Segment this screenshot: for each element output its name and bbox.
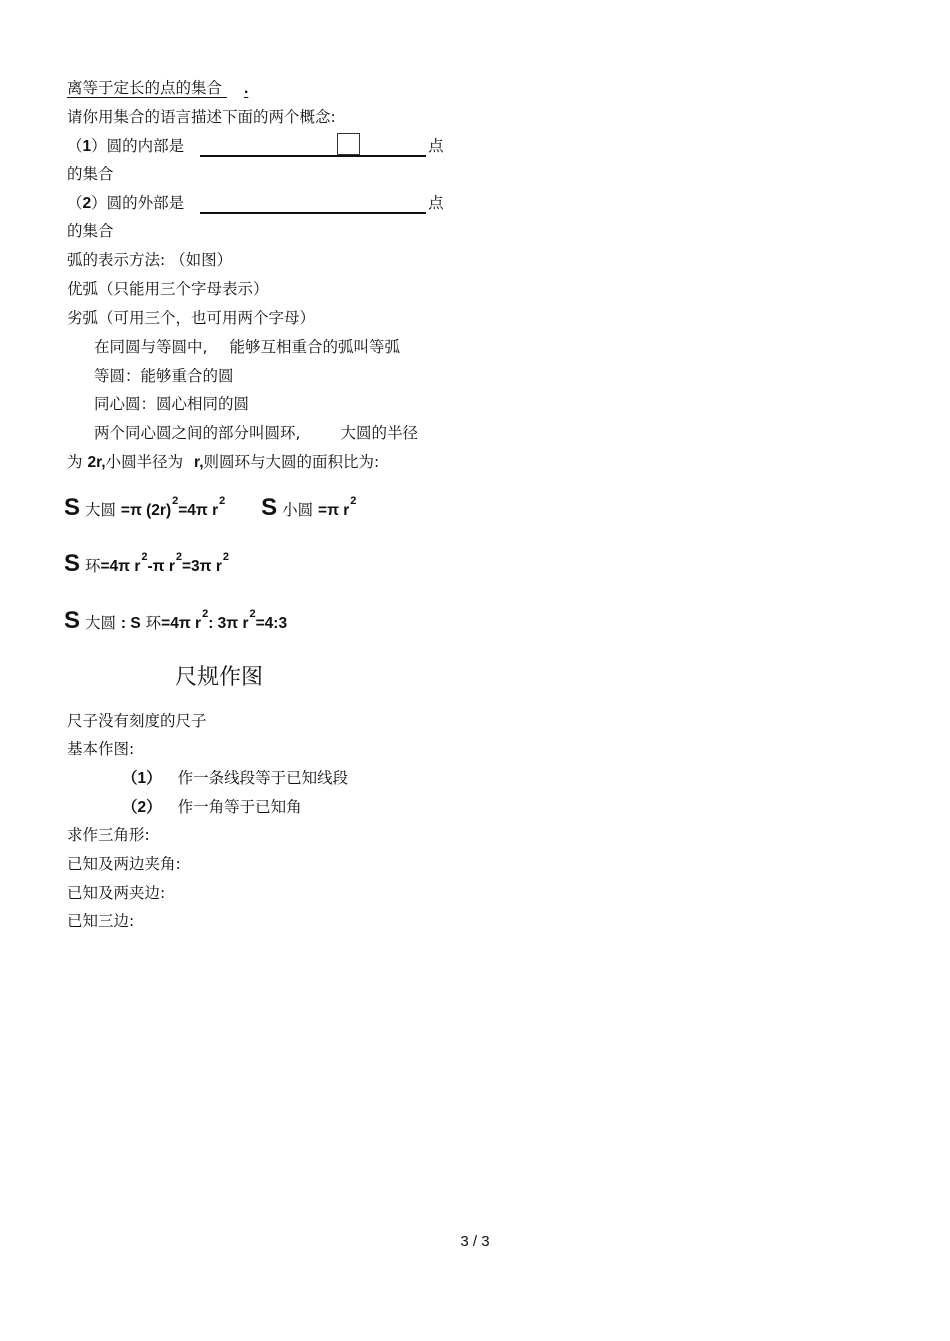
basic-construction-label: 基本作图:	[67, 740, 135, 758]
item-number: （2）	[122, 799, 162, 816]
arc-notation-line: 弧的表示方法: （如图）	[67, 251, 233, 269]
ruler-definition: 尺子没有刻度的尺子	[67, 712, 207, 730]
formula-area-ring	[64, 550, 229, 578]
construct-triangle-label: 求作三角形:	[67, 826, 150, 844]
checkbox-icon[interactable]	[337, 133, 360, 155]
item-text: 作一角等于已知角	[177, 798, 302, 816]
inner-region-label: ）圆的内部是	[91, 137, 185, 155]
outer-region-label: ）圆的外部是	[91, 194, 185, 212]
sss-line: 已知三边:	[67, 912, 135, 930]
item-number: （1）	[122, 770, 162, 787]
radius-text-c: 小圆半径为	[105, 453, 184, 471]
underline-gap	[222, 78, 244, 98]
expr-ring-1: =4π r	[100, 558, 141, 575]
period: .	[244, 80, 249, 97]
paren-open: （	[67, 137, 83, 155]
inner-region-question	[67, 136, 444, 157]
construction-item-2	[122, 797, 302, 818]
answer-blank-inner[interactable]	[200, 137, 426, 157]
set-suffix-line: 的集合	[67, 165, 114, 183]
item-number: 2	[82, 195, 92, 212]
expr-ring-2: -π r	[147, 558, 175, 575]
construction-item-1	[122, 768, 348, 789]
symbol-s: S	[64, 494, 81, 521]
item-number: 1	[82, 138, 92, 155]
expr-ratio-3: : 3π r	[208, 615, 249, 632]
annulus-line	[94, 423, 418, 443]
radius-r: r,	[194, 454, 204, 471]
equal-circle-line: 等圆：能够重合的圆	[94, 367, 234, 385]
expr-ring-3: =3π r	[181, 558, 222, 575]
line-set-definition	[67, 78, 248, 99]
sas-line: 已知及两边夹角:	[67, 855, 181, 873]
expr-big-2: =4π r	[178, 502, 219, 519]
symbol-s: S	[64, 550, 81, 577]
expr-small: =π r	[318, 502, 350, 519]
item-text: 作一条线段等于已知线段	[177, 769, 349, 787]
point-suffix: 点	[428, 194, 444, 212]
answer-blank-outer[interactable]	[200, 194, 426, 214]
formula-area-ratio	[64, 607, 287, 635]
expr-ratio-4: =4:3	[255, 615, 288, 632]
label-ring: 环	[84, 557, 101, 575]
label-big-circle: 大圆	[84, 501, 116, 519]
annulus-part1: 两个同心圆之间的部分叫圆环,	[94, 424, 301, 442]
instruction-line: 请你用集合的语言描述下面的两个概念:	[67, 108, 336, 126]
symbol-s: S	[261, 494, 278, 521]
equal-arc-line	[94, 337, 400, 357]
point-suffix: 点	[428, 137, 444, 155]
minor-arc-line: 劣弧（可用三个，也可用两个字母）	[67, 309, 316, 327]
symbol-s: S	[64, 607, 81, 634]
equal-arc-part2: 能够互相重合的弧叫等弧	[229, 338, 400, 356]
asa-line: 已知及两夹边:	[67, 884, 166, 902]
label-ring: 环	[145, 614, 162, 632]
radius-line	[67, 452, 379, 473]
concentric-circle-line: 同心圆：圆心相同的圆	[94, 395, 250, 413]
page-number: 3 / 3	[460, 1233, 490, 1250]
radius-text-a: 为	[67, 453, 83, 471]
exponent: 2	[141, 551, 148, 563]
outer-region-question	[67, 193, 444, 214]
radius-2r: 2r,	[87, 454, 106, 471]
paren-open: （	[67, 194, 83, 212]
formula-area-big-small	[64, 494, 356, 522]
major-arc-line: 优弧（只能用三个字母表示）	[67, 280, 269, 298]
exponent: 2	[249, 608, 256, 620]
exponent: 2	[350, 495, 357, 507]
set-suffix-line: 的集合	[67, 222, 114, 240]
set-definition-text: 离等于定长的点的集合	[67, 79, 223, 97]
exponent: 2	[222, 551, 229, 563]
expr-ratio-2: =4π r	[161, 615, 202, 632]
label-small-circle: 小圆	[282, 501, 314, 519]
annulus-part2: 大圆的半径	[340, 424, 418, 442]
radius-text-e: 则圆环与大圆的面积比为:	[203, 453, 380, 471]
exponent: 2	[219, 495, 226, 507]
exponent: 2	[202, 608, 209, 620]
expr-ratio-1: : S	[120, 615, 141, 632]
label-big-circle: 大圆	[84, 614, 116, 632]
exponent: 2	[172, 495, 179, 507]
exponent: 2	[175, 551, 182, 563]
expr-big-1: =π (2r)	[120, 502, 172, 519]
equal-arc-part1: 在同圆与等圆中,	[94, 338, 208, 356]
section-heading: 尺规作图	[175, 665, 264, 690]
